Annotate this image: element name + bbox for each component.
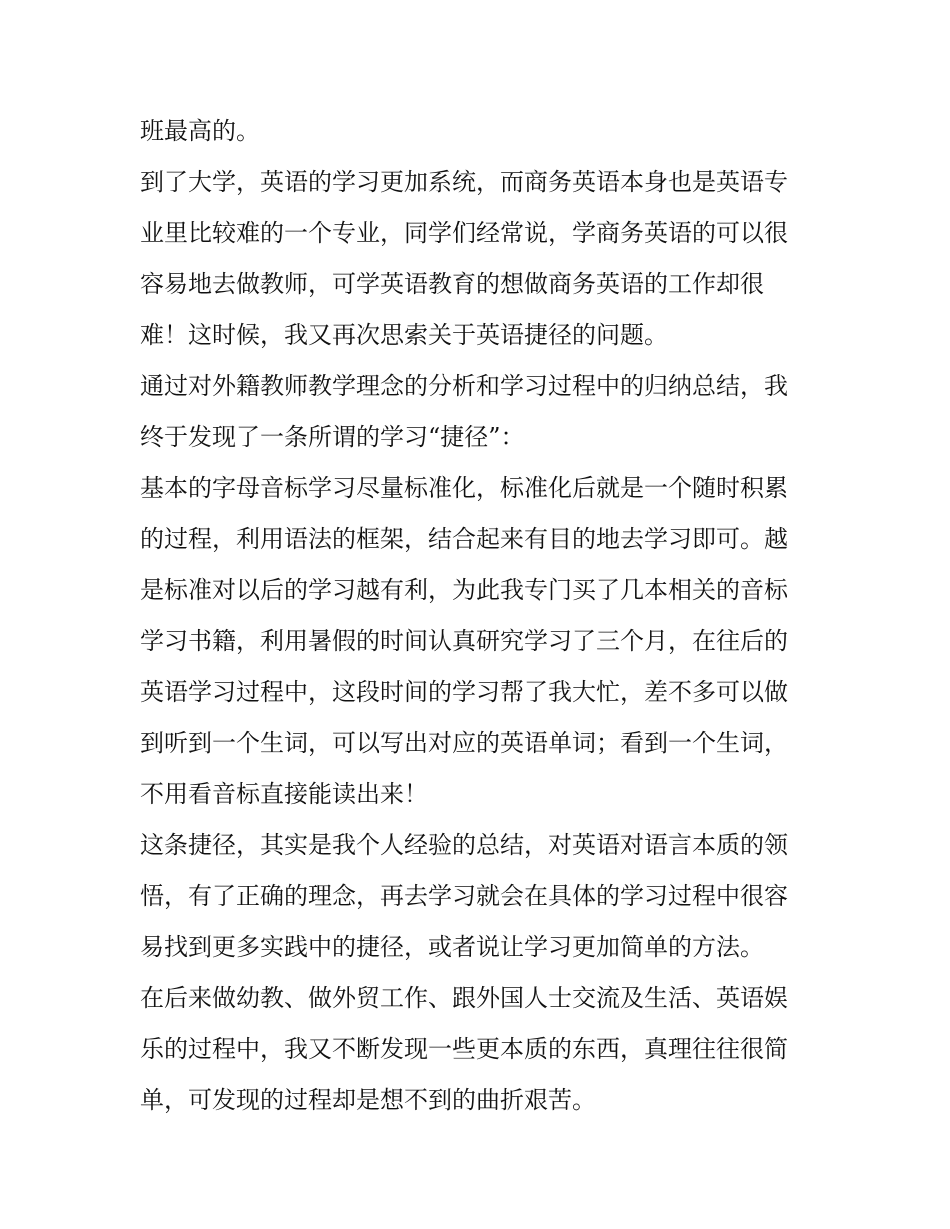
text-line: 到了大学，英语的学习更加系统，而商务英语本身也是英语专 xyxy=(140,168,788,196)
text-line: 基本的字母音标学习尽量标准化，标准化后就是一个随时积累 xyxy=(140,474,788,502)
text-line: 班最高的。 xyxy=(140,117,260,145)
text-line: 难！这时候，我又再次思索关于英语捷径的问题。 xyxy=(140,321,668,349)
text-line: 终于发现了一条所谓的学习“捷径”： xyxy=(140,423,525,451)
text-line: 悟，有了正确的理念，再去学习就会在具体的学习过程中很容 xyxy=(140,882,788,910)
text-line: 容易地去做教师，可学英语教育的想做商务英语的工作却很 xyxy=(140,270,764,298)
text-line: 单，可发现的过程却是想不到的曲折艰苦。 xyxy=(140,1086,596,1114)
text-line: 通过对外籍教师教学理念的分析和学习过程中的归纳总结，我 xyxy=(140,372,788,400)
text-line: 这条捷径，其实是我个人经验的总结，对英语对语言本质的领 xyxy=(140,831,788,859)
text-line: 在后来做幼教、做外贸工作、跟外国人士交流及生活、英语娱 xyxy=(140,984,788,1012)
text-line: 的过程，利用语法的框架，结合起来有目的地去学习即可。越 xyxy=(140,525,788,553)
text-line: 到听到一个生词，可以写出对应的英语单词；看到一个生词， xyxy=(140,729,788,757)
text-line: 易找到更多实践中的捷径，或者说让学习更加简单的方法。 xyxy=(140,933,764,961)
text-line: 学习书籍，利用暑假的时间认真研究学习了三个月，在往后的 xyxy=(140,627,788,655)
text-line: 不用看音标直接能读出来！ xyxy=(140,780,428,808)
text-line: 是标准对以后的学习越有利，为此我专门买了几本相关的音标 xyxy=(140,576,788,604)
text-line: 英语学习过程中，这段时间的学习帮了我大忙，差不多可以做 xyxy=(140,678,788,706)
text-line: 业里比较难的一个专业，同学们经常说，学商务英语的可以很 xyxy=(140,219,788,247)
text-line: 乐的过程中，我又不断发现一些更本质的东西，真理往往很简 xyxy=(140,1035,788,1063)
document-body xyxy=(140,106,815,1126)
